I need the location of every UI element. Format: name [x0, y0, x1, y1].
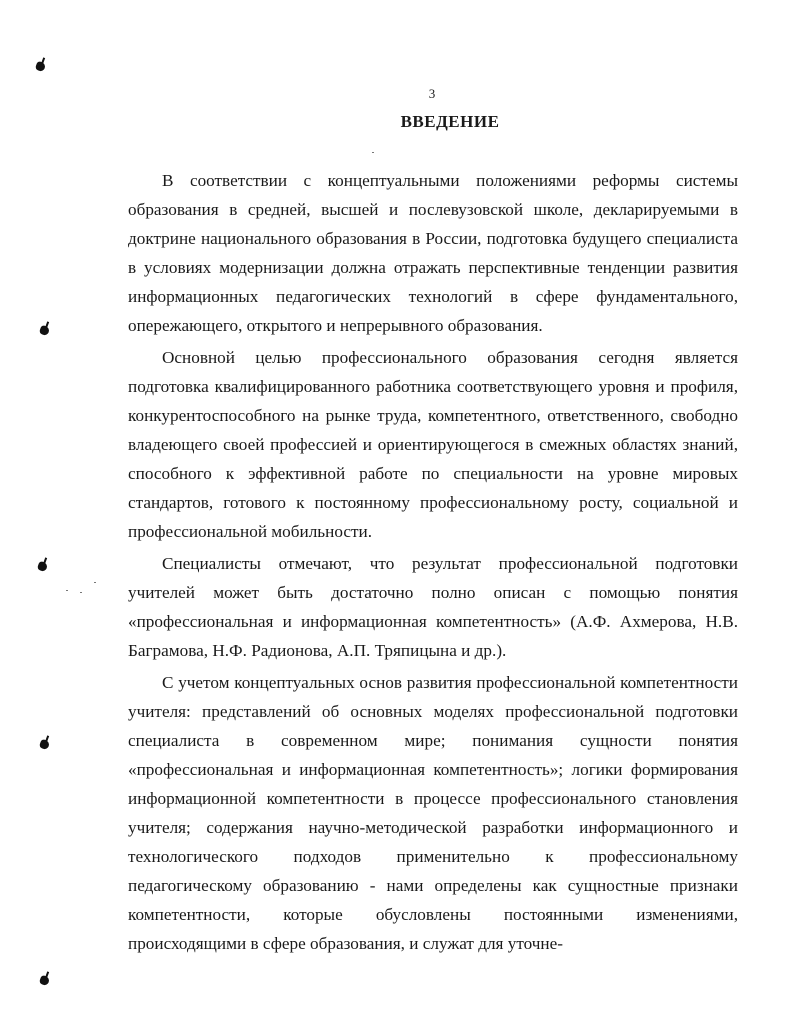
scan-mark [39, 325, 51, 337]
paragraph-1: В соответствии с концептуальными положениями реформы системы образования в средней, высшей и послевузовской школе, декларируемыми в доктрине национального образования в России, подготовка будущего специалиста в условиях модернизации должна отражать перспективные тенденции развития информационных педагогических технологий в сфере фундаментального, опережающего, открытого и непрерывного образования. [128, 171, 738, 335]
paragraph-4: С учетом концептуальных основ развития профессиональной компетентности учителя: представлений об основных моделях профессиональной подготовки специалиста в современном мире; понимания сущности понятия «профессиональная и информационная компетентность»; логики формирования информационной компетентности в процессе профессионального становления учителя; содержания научно-методической разработки информационного и технологического подходов применительно к профессиональному педагогическому образованию - нами определены как сущностные признаки компетентности, которые обусловлены постоянными изменениями, происходящими в сфере образования, и служат для уточне- [128, 673, 738, 953]
scan-dust [94, 582, 96, 583]
scan-dust [66, 590, 68, 591]
body-text [128, 166, 738, 961]
page-number: 3 [428, 86, 436, 101]
paragraph-2: Основной целью профессионального образования сегодня является подготовка квалифицированного работника соответствующего уровня и профиля, конкурентоспособного на рынке труда, компетентного, ответственного, свободно владеющего своей профессией и ориентирующегося в смежных областях знаний, способного к эффективной работе по специальности на уровне мировых стандартов, готового к постоянному профессиональному росту, социальной и профессиональной мобильности. [128, 348, 738, 541]
scan-dust [80, 592, 82, 593]
scan-mark [39, 975, 51, 987]
scan-dust [372, 152, 374, 153]
scan-mark [35, 61, 47, 73]
scan-mark [39, 739, 51, 751]
scan-mark [37, 561, 49, 573]
paragraph-3: Специалисты отмечают, что результат профессиональной подготовки учителей может быть достаточно полно описан с помощью понятия «профессиональная и информационная компетентность» (А.Ф. Ахмерова, Н.В. Баграмова, Н.Ф. Радионова, А.П. Тряпицына и др.). [128, 554, 738, 660]
section-heading: ВВЕДЕНИЕ [400, 112, 500, 131]
